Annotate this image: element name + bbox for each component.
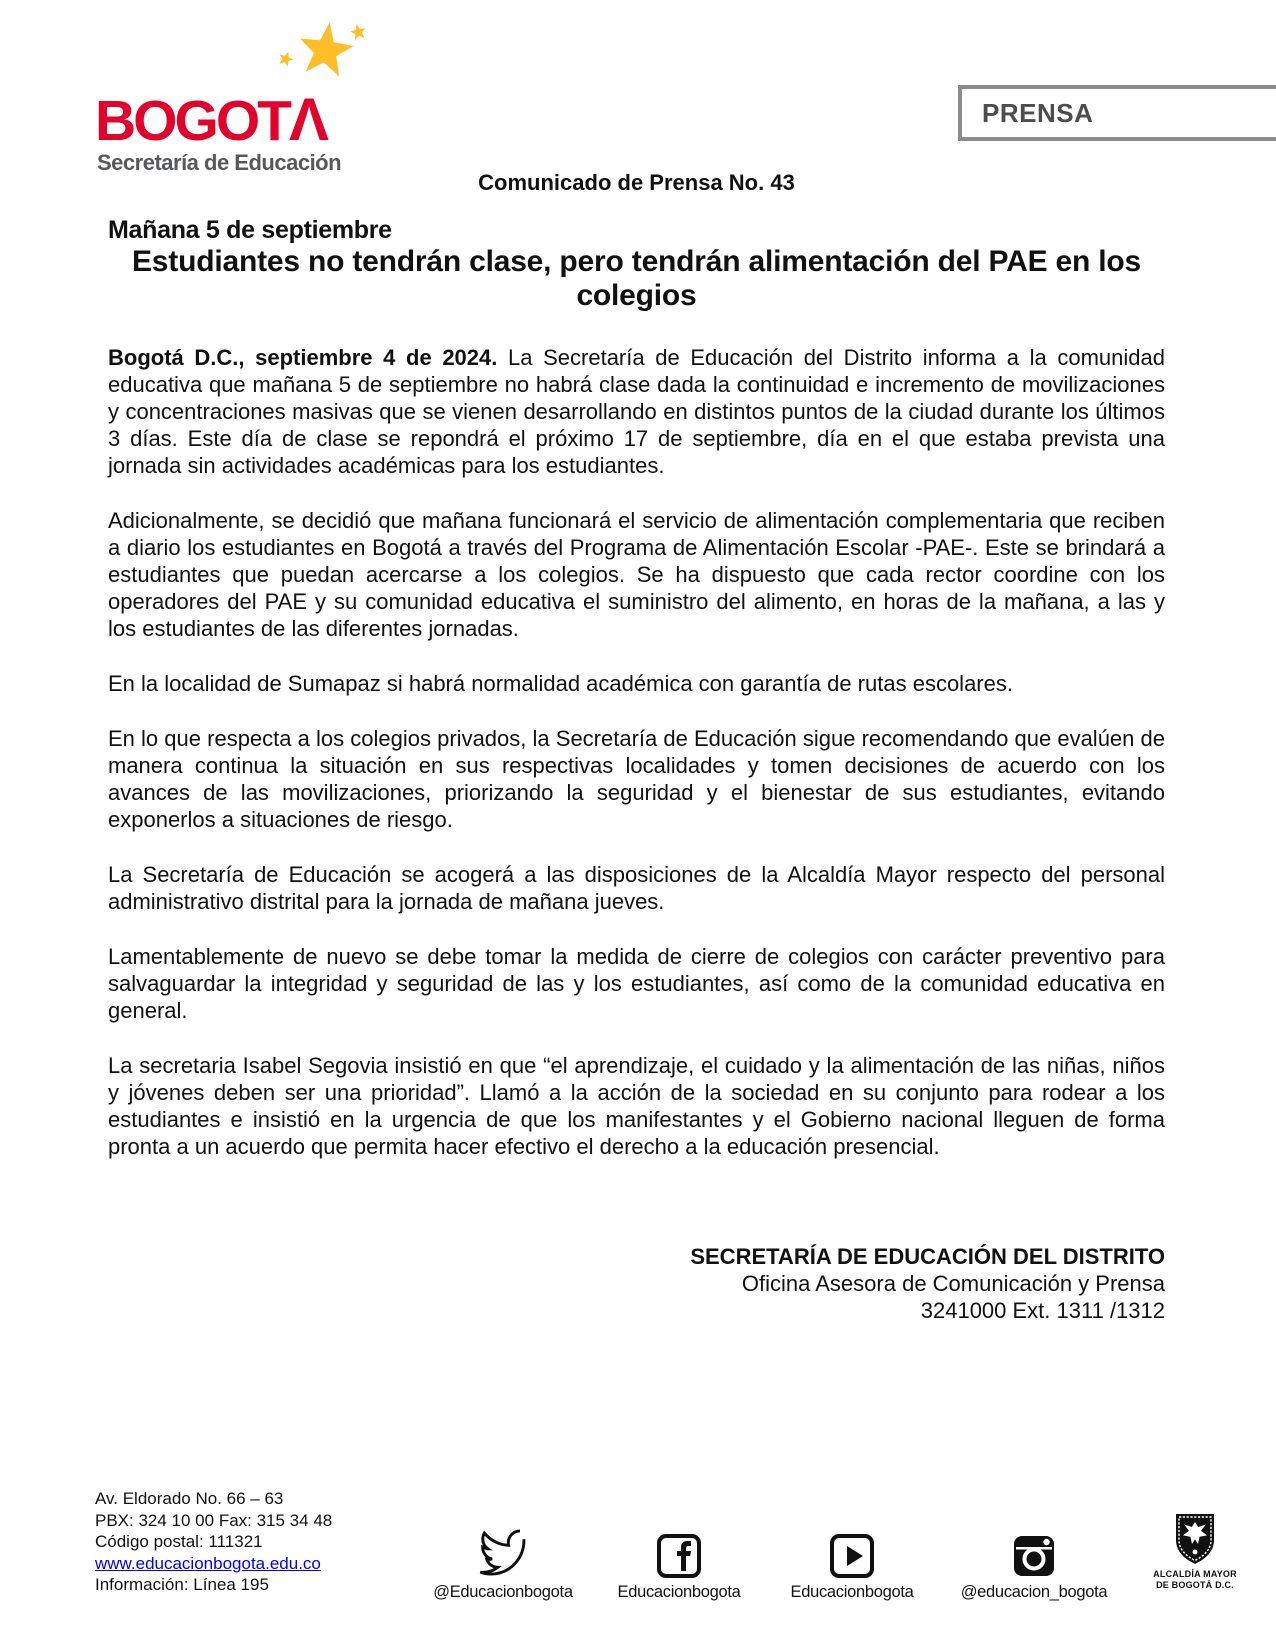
signature-phone: 3241000 Ext. 1311 /1312 bbox=[920, 1298, 1165, 1323]
facebook-handle: Educacionbogota bbox=[617, 1583, 741, 1601]
postal-code-line: Código postal: 111321 bbox=[95, 1532, 263, 1551]
alcaldia-logo bbox=[1128, 1512, 1262, 1590]
instagram-icon bbox=[1011, 1533, 1057, 1579]
youtube-icon bbox=[829, 1533, 875, 1579]
signature-block bbox=[108, 1243, 1165, 1324]
social-instagram bbox=[949, 1516, 1119, 1602]
bogota-logo bbox=[95, 24, 375, 175]
signature-office: Oficina Asesora de Comunicación y Prensa bbox=[741, 1271, 1165, 1296]
prensa-box bbox=[958, 85, 1276, 141]
signature-entity: SECRETARÍA DE EDUCACIÓN DEL DISTRITO bbox=[690, 1244, 1165, 1269]
facebook-icon bbox=[656, 1533, 702, 1579]
logo-lambda-mark: Λ bbox=[289, 86, 330, 153]
website-link[interactable]: www.educacionbogota.edu.co bbox=[95, 1553, 321, 1573]
logo-wordmark: BOGOTΛ bbox=[95, 86, 330, 153]
alcaldia-label-line2: DE BOGOTÁ D.C. bbox=[1156, 1579, 1234, 1590]
footer-address-block bbox=[95, 1488, 425, 1596]
body-paragraph-6: Lamentablemente de nuevo se debe tomar la medida de cierre de colegios con carácter preventivo para salvaguardar la integridad y seguridad de las y los estudiantes, así como de la comunidad educativa en general. bbox=[108, 944, 1165, 1023]
body-paragraph-5: La Secretaría de Educación se acogerá a las disposiciones de la Alcaldía Mayor respecto del personal administrativo distrital para la jornada de mañana jueves. bbox=[108, 862, 1165, 914]
twitter-handle: @Educacionbogota bbox=[433, 1583, 573, 1601]
alcaldia-label-line1: ALCALDÍA MAYOR bbox=[1153, 1569, 1237, 1579]
twitter-icon bbox=[472, 1529, 534, 1579]
body-paragraph-1 bbox=[108, 344, 1165, 479]
social-twitter bbox=[418, 1516, 588, 1602]
body-paragraph-7: La secretaria Isabel Segovia insistió en que “el aprendizaje, el cuidado y la alimentación de las niñas, niños y jóvenes deben ser una prioridad”. Llamó a la acción de la sociedad en su conjunto para rodear a los estudiantes e insistió en la urgencia de que los manifestantes y el Gobierno nacional lleguen de forma pronta a un acuerdo que permita hacer efectivo el derecho a la educación presencial. bbox=[108, 1053, 1165, 1159]
page-title: Estudiantes no tendrán clase, pero tendrán alimentación del PAE en los colegios bbox=[131, 245, 1142, 312]
social-youtube bbox=[767, 1516, 937, 1602]
body-paragraph-2: Adicionalmente, se decidió que mañana funcionará el servicio de alimentación complementaria que reciben a diario los estudiantes en Bogotá a través del Programa de Alimentación Escolar -PAE-. Este se brindará a estudiantes que puedan acercarse a los colegios. Se ha dispuesto que cada rector coordine con los operadores del PAE y su comunidad educativa el suministro del alimento, en horas de la mañana, a las y los estudiantes de las diferentes jornadas. bbox=[108, 508, 1165, 641]
dateline-lead: Bogotá D.C., septiembre 4 de 2024. bbox=[108, 345, 498, 370]
youtube-handle: Educacionbogota bbox=[790, 1583, 914, 1601]
paragraph-text: La Secretaría de Educación del Distrito informa a la comunidad educativa que mañana 5 de septiembre no habrá clase dada la continuidad e incremento de movilizaciones y concentraciones masivas que se vienen desarrollando en distintos puntos de la ciudad durante los últimos 3 días. Este día de clase se repondrá el próximo 17 de septiembre, día en el que estaba prevista una jornada sin actividades académicas para los estudiantes. bbox=[108, 345, 1165, 478]
logo-subtitle: Secretaría de Educación bbox=[97, 150, 342, 175]
kicker-date-line: Mañana 5 de septiembre bbox=[108, 216, 392, 244]
prensa-label: PRENSA bbox=[982, 97, 1094, 128]
instagram-handle: @educacion_bogota bbox=[960, 1583, 1108, 1601]
info-line: Información: Línea 195 bbox=[95, 1575, 269, 1594]
logo-stars-icon bbox=[255, 20, 375, 90]
body-paragraph-4: En lo que respecta a los colegios privados, la Secretaría de Educación sigue recomendando que evalúen de manera continua la situación en sus respectivas localidades y tomen decisiones de acuerdo con los avances de las movilizaciones, priorizando la seguridad y el bienestar de sus estudiantes, evitando exponerlos a situaciones de riesgo. bbox=[108, 726, 1165, 832]
address-line: Av. Eldorado No. 66 – 63 bbox=[95, 1489, 284, 1508]
alcaldia-crest-icon bbox=[1172, 1512, 1218, 1566]
body-text bbox=[108, 344, 1165, 1188]
body-paragraph-3: En la localidad de Sumapaz si habrá normalidad académica con garantía de rutas escolares. bbox=[108, 671, 1013, 696]
comunicado-number-line: Comunicado de Prensa No. 43 bbox=[478, 170, 795, 195]
phone-line: PBX: 324 10 00 Fax: 315 34 48 bbox=[95, 1510, 333, 1530]
social-facebook bbox=[594, 1516, 764, 1602]
